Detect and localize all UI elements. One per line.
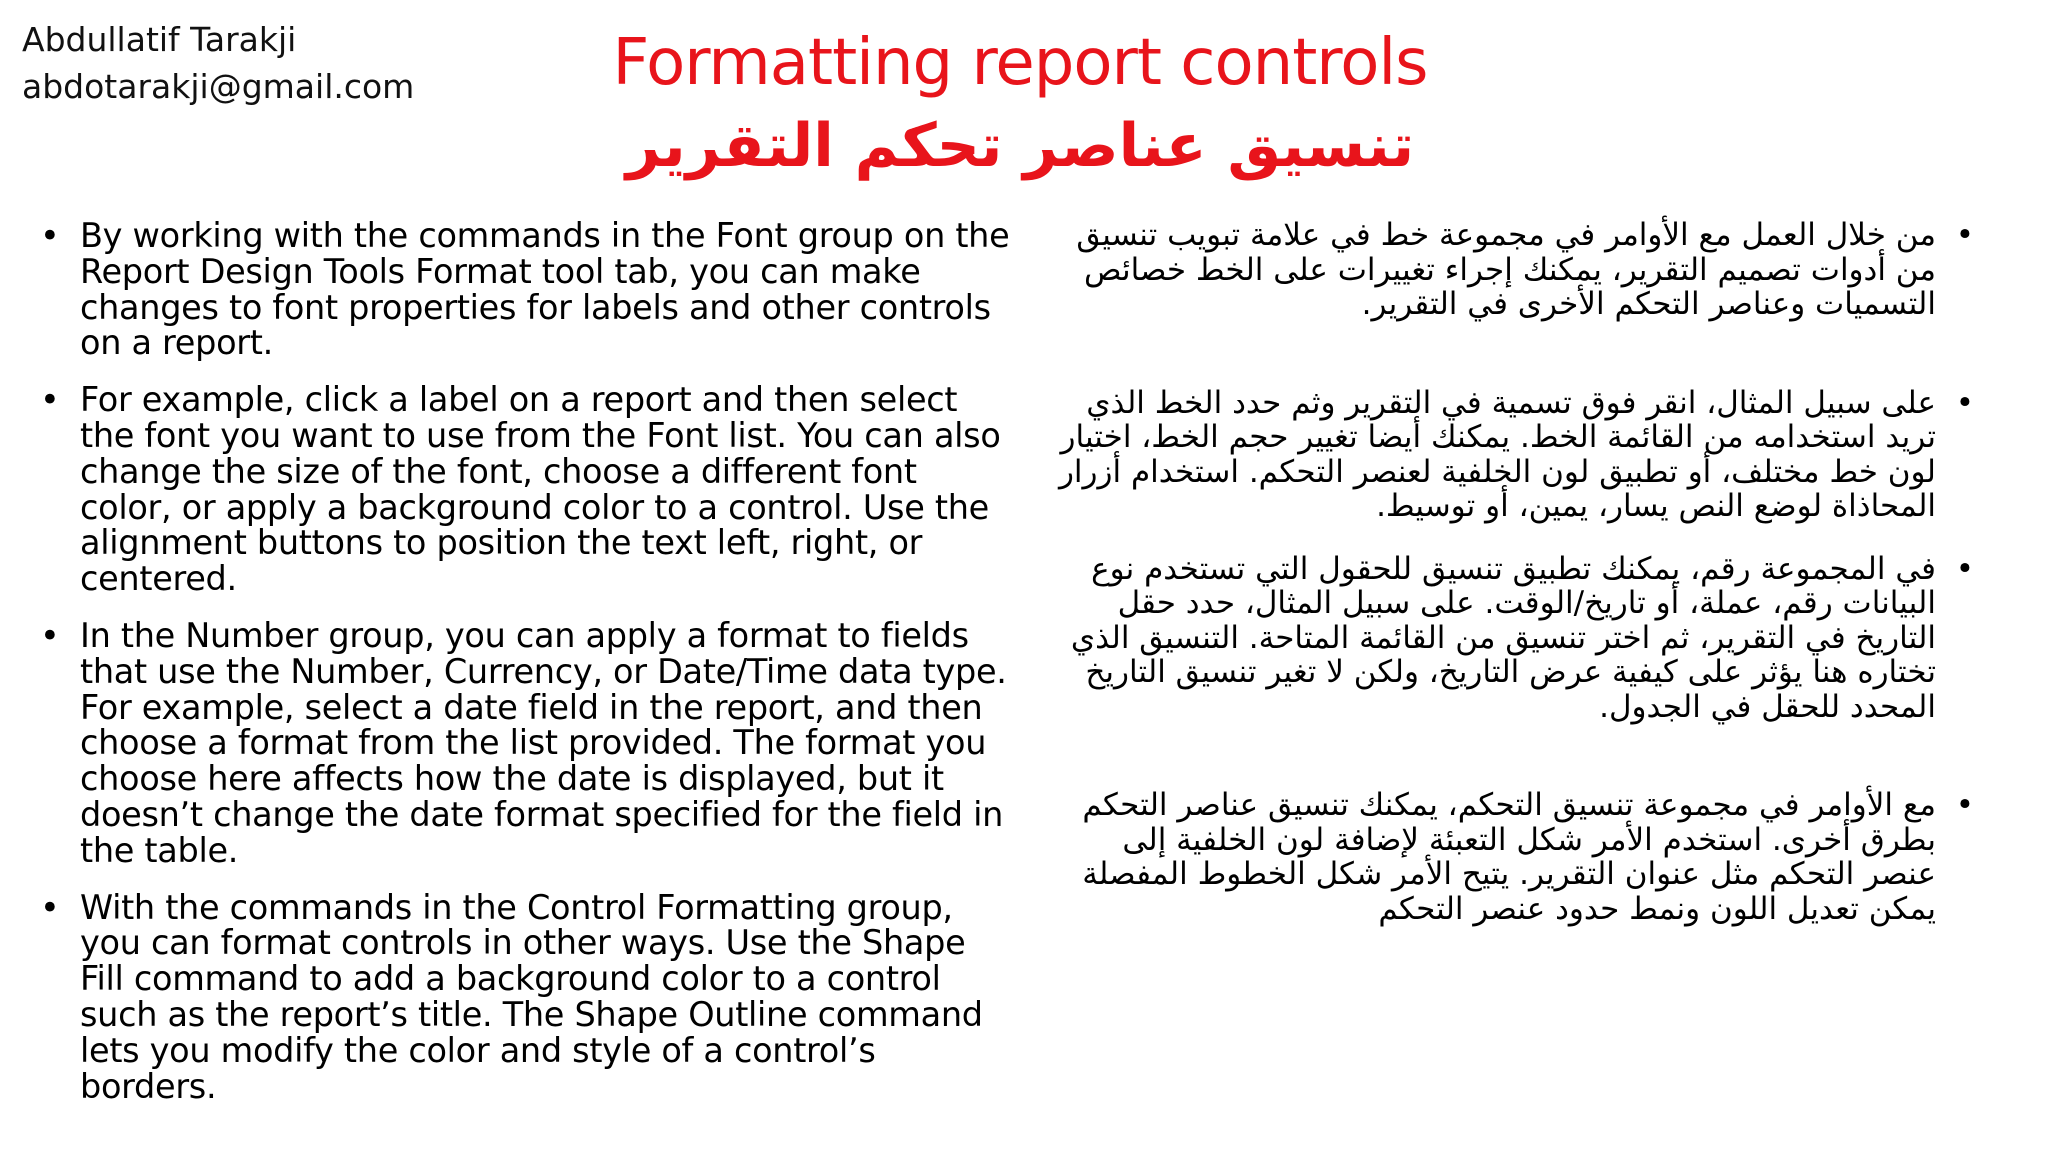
arabic-bullet-item: [1050, 218, 1980, 322]
bullet-icon: •: [1955, 787, 1974, 823]
english-column: [38, 218, 1018, 1125]
bullet-icon: •: [40, 887, 60, 927]
arabic-bullet-text: على سبيل المثال، انقر فوق تسمية في التقرير وثم حدد الخط الذي تريد استخدامه من القائمة الخط. يمكنك أيضا تغيير حجم الخط، اختيار لون خط مختلف، أو تطبيق لون الخلفية لعنصر التحكم. استخدام أزرار المحاذاة لوضع النص يسار، يمين، أو توسيط.: [1058, 384, 1936, 524]
english-bullet-list: [38, 218, 1018, 1104]
bullet-icon: •: [40, 216, 60, 255]
english-bullet-item: [38, 218, 1018, 361]
bullet-icon: •: [40, 380, 60, 420]
arabic-bullet-text: مع الأوامر في مجموعة تنسيق التحكم، يمكنك تنسيق عناصر التحكم بطرق أخرى. استخدم الأمر شكل التعبئة لإضافة لون الخلفية إلى عنصر التحكم مثل عنوان التقرير. يتيح الأمر شكل الخطوط المفصلة يمكن تعديل اللون ونمط حدود عنصر التحكم: [1082, 787, 1936, 927]
arabic-bullet-item: [1050, 386, 1980, 524]
bullet-icon: •: [1955, 384, 1974, 421]
english-bullet-item: [38, 615, 1018, 870]
slide-title-english: Formatting report controls: [612, 26, 1428, 100]
english-bullet-text: With the commands in the Control Formatting group, you can format controls in other ways. Use the Shape Fill command to add a background color to a control such as the report’s title. The Shape Outline command lets you modify the color and style of a control’s borders.: [80, 887, 983, 1106]
english-bullet-item: [38, 887, 1018, 1106]
arabic-bullet-text: من خلال العمل مع الأوامر في مجموعة خط في علامة تبويب تنسيق من أدوات تصميم التقرير، يمكنك إجراء تغييرات على الخط خصائص التسميات وعناصر التحكم الأخرى في التقرير.: [1076, 217, 1936, 322]
english-bullet-text: By working with the commands in the Font group on the Report Design Tools Format tool tab, you can make changes to font properties for labels and other controls on a report.: [80, 216, 1010, 363]
arabic-bullet-item: [1050, 788, 1980, 926]
bullet-icon: •: [1955, 217, 1974, 253]
bullet-icon: •: [1955, 550, 1974, 587]
slide-title-arabic: تنسيق عناصر تحكم التقرير: [625, 111, 1415, 181]
english-bullet-item: [38, 382, 1018, 597]
arabic-bullet-text: في المجموعة رقم، يمكنك تطبيق تنسيق للحقول التي تستخدم نوع البيانات رقم، عملة، أو تاريخ/الوقت. على سبيل المثال، حدد حقل التاريخ في التقرير، ثم اختر تنسيق من القائمة المتاحة. التنسيق الذي تختاره هنا يؤثر على كيفية عرض التاريخ، ولكن لا تغير تنسيق التاريخ المحدد للحقل في الجدول.: [1070, 550, 1936, 725]
author-email: abdotarakji@gmail.com: [22, 67, 415, 106]
english-bullet-text: In the Number group, you can apply a format to fields that use the Number, Currency, or Date/Time data type. For example, select a date field in the report, and then choose a format from the list provided. The format you choose here affects how the date is displayed, but it doesn’t change the date format specified for the field in the table.: [80, 615, 1007, 870]
arabic-bullet-item: [1050, 552, 1980, 725]
arabic-bullet-list: [1050, 218, 1980, 926]
bullet-icon: •: [40, 615, 60, 655]
english-bullet-text: For example, click a label on a report and then select the font you want to use from the Font list. You can also change the size of the font, choose a different font color, or apply a background color to a control. Use the alignment buttons to position the text left, right, or centered.: [80, 380, 1001, 599]
author-block: [22, 16, 414, 110]
arabic-column: [1050, 218, 1980, 926]
author-name: Abdullatif Tarakji: [22, 20, 297, 59]
